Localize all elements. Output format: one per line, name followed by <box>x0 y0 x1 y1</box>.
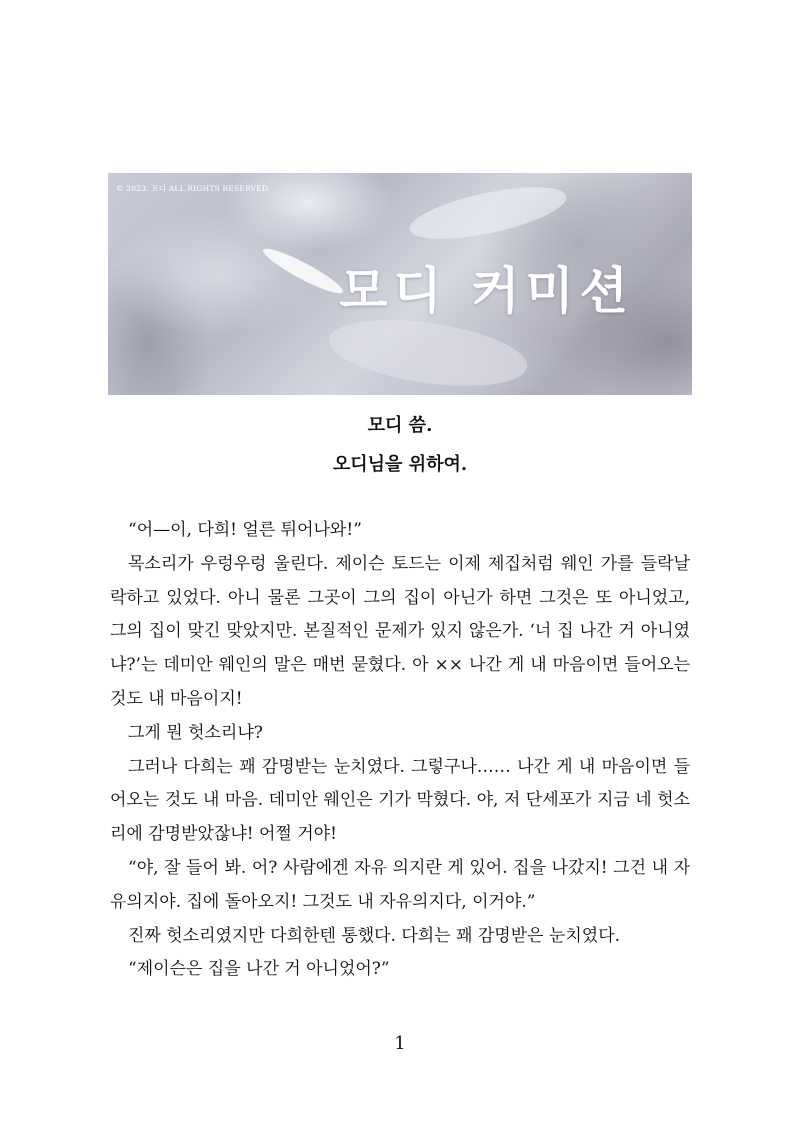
paragraph: 그게 뭔 헛소리냐? <box>128 722 263 743</box>
paragraph: 그러나 다희는 꽤 감명받는 눈치였다. 그렇구나…… 나간 게 내 마음이면 들어오는 것도 내 마음. 데미안 웨인은 기가 막혔다. 야, 저 단세포가 지금 네 헛소리에 감명받았잖냐! 어쩔 거야! <box>110 756 690 845</box>
cover-banner <box>108 173 692 395</box>
author-line: 모디 씀. <box>367 415 433 436</box>
story-body <box>110 514 690 987</box>
banner-title: 모디 커미션 <box>339 261 634 320</box>
dedication-line: 오디님을 위하여. <box>332 454 468 475</box>
paragraph: “제이슨은 집을 나간 거 아니었어?” <box>128 959 390 980</box>
page-number: 1 <box>394 1033 406 1054</box>
paragraph: “어—이, 다희! 얼른 튀어나와!” <box>128 520 362 540</box>
paragraph: “야, 잘 들어 봐. 어? 사람에겐 자유 의지란 게 있어. 집을 나갔지! 그건 내 자유의지야. 집에 돌아오지! 그것도 내 자유의지다, 이거야.” <box>110 857 690 912</box>
paragraph: 목소리가 우렁우렁 울린다. 제이슨 토드는 이제 제집처럼 웨인 가를 들락날락하고 있었다. 아니 물론 그곳이 그의 집이 아닌가 하면 그것은 또 아니었고, 그의 집이 맞긴 맞았지만. 본질적인 문제가 있지 않은가. ‘너 집 나간 거 아니였냐?’는 데미안 웨인의 말은 매번 묻혔다. 아 ×× 나간 게 내 마음이면 들어오는 것도 내 마음이지! <box>110 553 690 709</box>
paint-streak <box>260 243 347 299</box>
copyright-notice: © 2023. 모디 ALL RIGHTS RESERVED. <box>116 184 271 193</box>
paint-streak <box>406 177 571 249</box>
paragraph: 진짜 헛소리였지만 다희한텐 통했다. 다희는 꽤 감명받은 눈치였다. <box>128 925 621 946</box>
